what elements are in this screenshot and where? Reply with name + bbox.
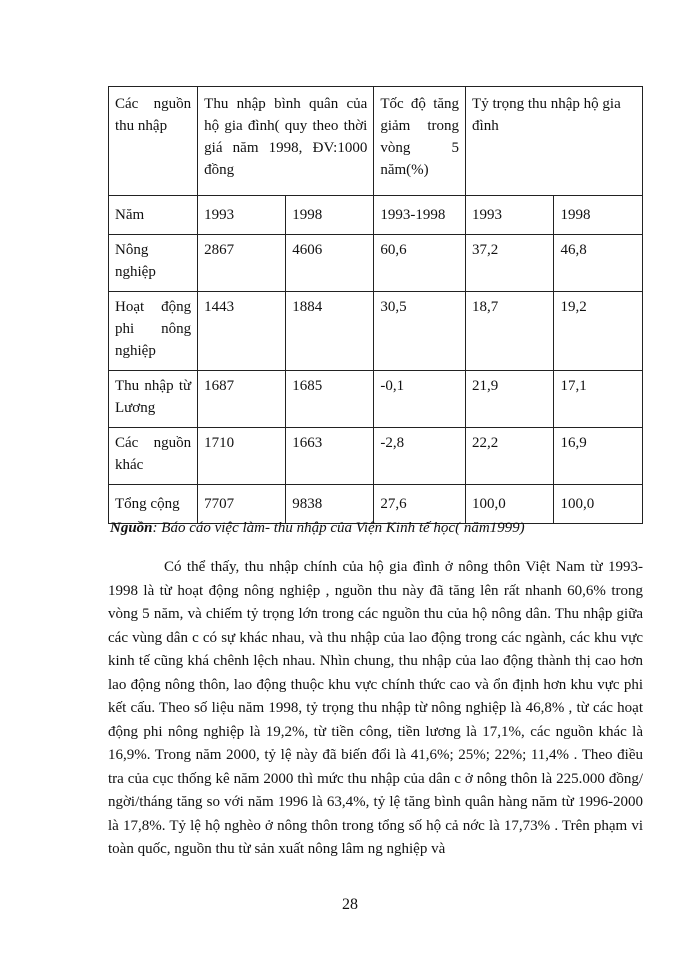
table-cell: Tổng cộng <box>109 485 198 524</box>
header-sources: Các nguồn thu nhập <box>109 87 198 196</box>
source-text: : Báo cáo việc làm- thu nhập của Viện Kinh tế học( năm1999) <box>152 520 525 536</box>
table-year-row <box>109 196 643 235</box>
table-row <box>109 292 643 371</box>
header-average-income: Thu nhập bình quân của hộ gia đình( quy theo thời giá năm 1998, ĐV:1000 đồng <box>198 87 374 196</box>
table-cell: 1443 <box>198 292 286 371</box>
table-cell: 9838 <box>286 485 374 524</box>
body-paragraph: Có thể thấy, thu nhập chính của hộ gia đình ở nông thôn Việt Nam từ 1993-1998 là từ hoạt động nông nghiệp , nguồn thu này đã tăng lên rất nhanh 60,6% trong vòng 5 năm, và chiếm tỷ trọng lớn trong các nguồn thu của hộ nông dân. Thu nhập giữa các vùng dân c có sự khác nhau, và thu nhập của lao động trong các ngành, các khu vực kinh tế cũng khá chênh lệch nhau. Nhìn chung, thu nhập của lao động thành thị cao hơn lao động nông thôn, lao động thuộc khu vực chính thức cao và ổn định hơn khu vực phi kết cấu. Theo số liệu năm 1998, tỷ trọng thu nhập từ nông nghiệp là 46,8% , từ các hoạt động phi nông nghiệp là 19,2%, từ tiền công, tiền lương là 17,1%, các nguồn khác là 16,9%. Trong năm 2000, tỷ lệ này đã biến đổi là 41,6%; 25%; 22%; 11,4% . Theo điều tra của cục thống kê năm 2000 thì mức thu nhập của dân c ở nông thôn là 225.000 đồng/ ngời/tháng tăng so với năm 1996 là 63,4%, tỷ lệ tăng bình quân hàng năm từ 1996-2000 là 17,8%. Tỷ lệ hộ nghèo ở nông thôn trong tổng số hộ cả nớc là 17,73% . Trên phạm vi toàn quốc, nguồn thu từ sản xuất nông lâm ng nghiệp và <box>108 559 643 857</box>
source-label: Nguồn <box>110 520 153 536</box>
table-cell: Hoạt động phi nông nghiệp <box>109 292 198 371</box>
table-cell: 18,7 <box>466 292 554 371</box>
table-row <box>109 428 643 485</box>
table-cell: 22,2 <box>466 428 554 485</box>
table-row <box>109 235 643 292</box>
table-cell: 27,6 <box>374 485 466 524</box>
table-cell: 1993-1998 <box>374 196 466 235</box>
header-income-share: Tỷ trọng thu nhập hộ gia đình <box>466 87 643 196</box>
table-cell: 1998 <box>554 196 643 235</box>
table-source-note <box>110 520 525 537</box>
page-number: 28 <box>342 896 358 913</box>
header-growth-rate: Tốc độ tăng giảm trong vòng 5 năm(%) <box>374 87 466 196</box>
table-cell: 1687 <box>198 371 286 428</box>
table-cell: 21,9 <box>466 371 554 428</box>
table-cell: 1993 <box>198 196 286 235</box>
table-cell: Nông nghiệp <box>109 235 198 292</box>
table-cell: -0,1 <box>374 371 466 428</box>
table-cell: 4606 <box>286 235 374 292</box>
table-cell: 100,0 <box>554 485 643 524</box>
table-cell: 1998 <box>286 196 374 235</box>
table-cell: 19,2 <box>554 292 643 371</box>
table-cell: 100,0 <box>466 485 554 524</box>
table-cell: 7707 <box>198 485 286 524</box>
table-cell: 30,5 <box>374 292 466 371</box>
table-cell: Thu nhập từ Lương <box>109 371 198 428</box>
table-cell: Năm <box>109 196 198 235</box>
table-cell: 17,1 <box>554 371 643 428</box>
table-cell: 37,2 <box>466 235 554 292</box>
table-cell: 1884 <box>286 292 374 371</box>
table-cell: 16,9 <box>554 428 643 485</box>
table-cell: 1685 <box>286 371 374 428</box>
table-cell: 1993 <box>466 196 554 235</box>
income-table <box>108 86 643 524</box>
table-cell: 2867 <box>198 235 286 292</box>
table-header-row <box>109 87 643 196</box>
table-cell: 46,8 <box>554 235 643 292</box>
table-cell: -2,8 <box>374 428 466 485</box>
table-row <box>109 371 643 428</box>
table-cell: 1710 <box>198 428 286 485</box>
table-cell: Các nguồn khác <box>109 428 198 485</box>
table-cell: 1663 <box>286 428 374 485</box>
table-cell: 60,6 <box>374 235 466 292</box>
table-total-row <box>109 485 643 524</box>
